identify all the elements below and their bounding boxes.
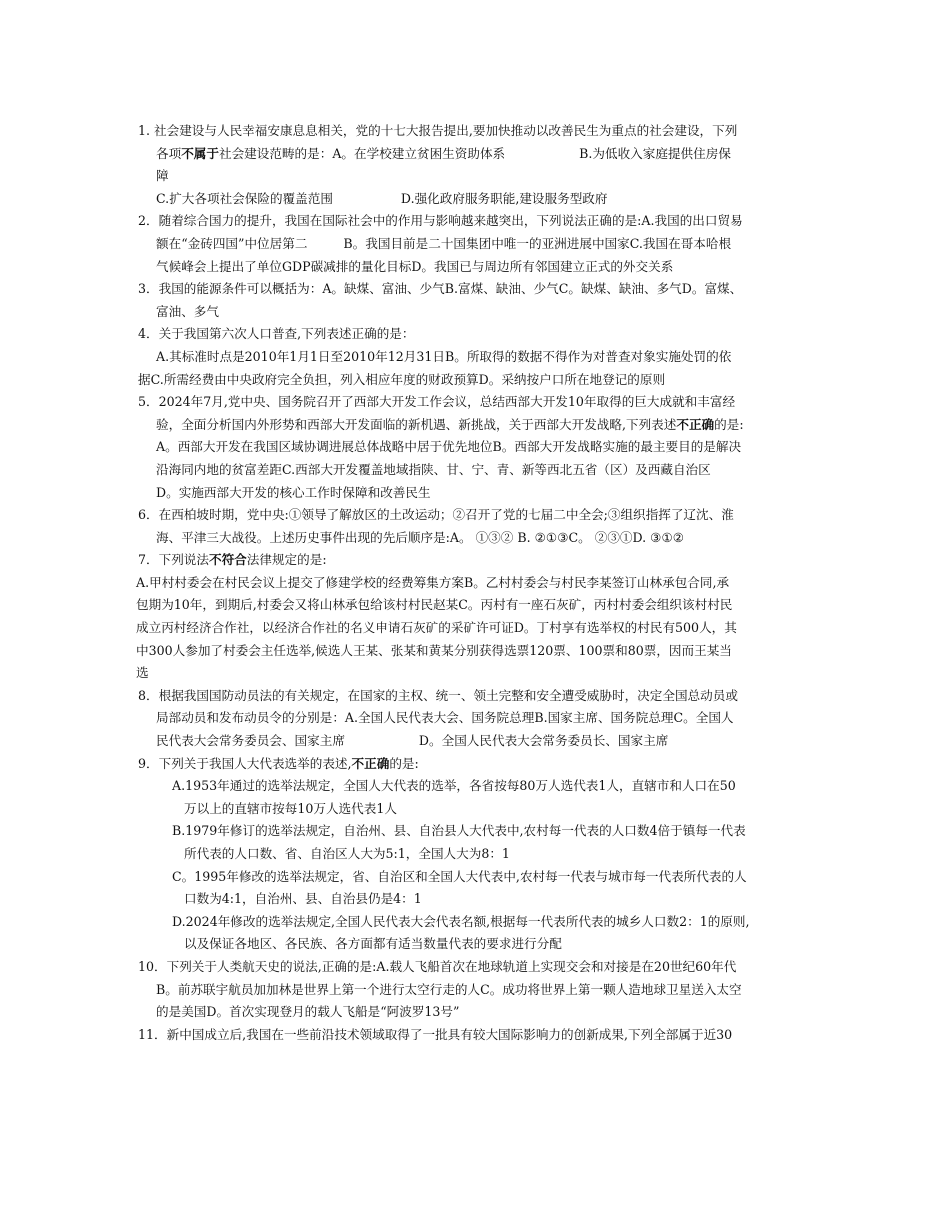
question-text-line: A.其标准时点是2010年1月1日至2010年12月31日B。所取得的数据不得作为对普查对象实施处罚的依	[156, 348, 732, 364]
question-text-line: 包期为10年，到期后,村委会又将山林承包给该村村民赵某C。丙村有一座石灰矿，丙村村委会组织该村村民	[136, 597, 733, 613]
text-segment: 的是:	[389, 755, 419, 771]
question-text-line: A。西部大开发在我国区域协调进展总体战略中居于优先地位B。西部大开发战略实施的最主要目的是解决	[156, 439, 742, 455]
question-text-line: 中300人参加了村委会主任选举,候选人王某、张某和黄某分别获得选票120票、100票和80票，因而王某当	[136, 642, 732, 658]
question-text-line: 气候峰会上提出了单位GDP碳减排的量化目标D。我国已与周边所有邻国建立正式的外交关系	[156, 258, 674, 274]
question-text-line: 沿海同内地的贫富差距C.西部大开发覆盖地域指陕、甘、宁、青、新等西北五省（区）及西藏自治区	[156, 461, 711, 477]
text-segment: 法律规定的是:	[246, 552, 327, 568]
question-text-line	[138, 414, 814, 437]
question-5	[138, 391, 814, 504]
question-2	[138, 210, 814, 278]
question-text-line: 4．关于我国第六次人口普查,下列表述正确的是：	[138, 326, 415, 342]
question-text-line: 10．下列关于人类航天史的说法,正确的是:A.载人飞船首次在地球轨道上实现交会和对接是在20世纪60年代	[138, 958, 737, 974]
question-text-line: A.甲村村委会在村民会议上提交了修建学校的经费筹集方案B。乙村村委会与村民李某签订山林承包合同,承	[136, 574, 730, 590]
text-segment: 各项	[156, 145, 182, 161]
question-1	[138, 120, 814, 210]
option-d: D。全国人民代表大会常务委员长、国家主席	[418, 733, 669, 749]
question-text-line: 富油、多气	[156, 303, 219, 319]
question-7	[138, 549, 814, 685]
emphasis-text: 不正确	[351, 755, 390, 771]
option-d-line: D.2024年修改的选举法规定,全国人民代表大会代表名额,根据每一代表所代表的城乡人口数2：1的原则,	[172, 913, 750, 929]
option-c-line: 口数为4:1，自治州、县、自治县仍是4：1	[184, 891, 422, 907]
question-8	[138, 685, 814, 753]
question-11	[138, 1024, 814, 1047]
option-b-line: 所代表的人口数、省、自治区人大为5:1，全国人大为8：1	[184, 846, 510, 861]
question-10	[138, 956, 814, 1024]
emphasis-text: 不属于	[181, 145, 219, 161]
option-d-line: 以及保证各地区、各民族、各方面都有适当数量代表的要求进行分配	[184, 936, 562, 952]
text-segment: 社会建设范畴的是：A。在学校建立贫困生资助体系	[218, 145, 506, 161]
option-b: B.为低收入家庭提供住房保	[579, 145, 731, 161]
text-segment: B。我国目前是二十国集团中唯一的亚洲进展中国家C.我国在哥本哈根	[343, 235, 732, 251]
question-text-line: 局部动员和发布动员令的分别是：A.全国人民代表大会、国务院总理B.国家主席、国务院总理C。全国人	[156, 710, 734, 726]
question-text-line	[138, 730, 814, 753]
question-text-line	[138, 549, 814, 572]
question-text-line: 11．新中国成立后,我国在一些前沿技术领域取得了一批具有较大国际影响力的创新成果,下列全部属于近30	[138, 1026, 733, 1042]
question-list	[138, 120, 814, 1046]
question-text-line: D。实施西部大开发的核心工作时保障和改善民生	[156, 484, 431, 500]
option-b-line: B.1979年修订的选举法规定，自治州、县、自治县人大代表中,农村每一代表的人口数4倍于镇每一代表	[172, 823, 746, 839]
question-text-line: 选	[136, 665, 149, 681]
text-segment: 7．下列说法	[138, 552, 209, 568]
question-6	[138, 504, 814, 549]
text-segment: 验，全面分析国内外形势和西部大开发面临的新机遇、新挑战，关于西部大开发战略,下列表述	[156, 416, 677, 432]
text-segment: 的是:	[714, 416, 744, 432]
option-d: D.强化政府服务职能,建设服务型政府	[400, 190, 608, 206]
question-9	[138, 753, 814, 956]
emphasis-text: 不符合	[208, 552, 247, 568]
text-segment: 额在“金砖四国”中位居第二	[156, 235, 308, 251]
question-text-line: 3．我国的能源条件可以概括为：A。缺煤、富油、少气B.富煤、缺油、少气C。缺煤、缺油、多气D。富煤、	[138, 281, 743, 297]
option-c-line: C。1995年修改的选举法规定，省、自治区和全国人大代表中,农村每一代表与城市每一代表所代表的人	[172, 868, 747, 884]
option-a-line: 万以上的直辖市按每10万人选代表1人	[184, 800, 397, 816]
question-text-line: 1. 社会建设与人民幸福安康息息相关，党的十七大报告提出,要加快推动以改善民生为重点的社会建设，下列	[138, 123, 738, 138]
text-segment: 9．下列关于我国人大代表选举的表述,	[138, 755, 352, 771]
question-text-line: B。前苏联宇航员加加林是世界上第一个进行太空行走的人C。成功将世界上第一颗人造地球卫星送入太空	[156, 981, 742, 997]
question-text-line: 6．在西柏坡时期，党中央:①领导了解放区的土改运动；②召开了党的七届二中全会;③组织指挥了辽沈、淮	[138, 507, 734, 523]
question-text-line	[138, 143, 814, 166]
text-segment: 民代表大会常务委员会、国家主席	[156, 733, 345, 749]
question-text-line: 5．2024年7月,党中央、国务院召开了西部大开发工作会议，总结西部大开发10年取得的巨大成就和丰富经	[138, 394, 736, 410]
question-text-line	[138, 753, 814, 776]
question-text-line: 的是美国D。首次实现登月的载人飞船是“阿波罗13号”	[156, 1004, 460, 1020]
option-a-line: A.1953年通过的选举法规定，全国人大代表的选举，各省按每80万人选代表1人，直辖市和人口在50	[172, 778, 736, 794]
option-c: C.扩大各项社会保险的覆盖范围	[156, 190, 333, 206]
emphasis-text: 不正确	[676, 416, 715, 432]
question-text-line: 据C.所需经费由中央政府完全负担，列入相应年度的财政预算D。采纳按户口所在地登记的原则	[138, 371, 666, 387]
question-text-line: 障	[156, 168, 169, 184]
question-4	[138, 323, 814, 391]
question-text-line: 8．根据我国国防动员法的有关规定，在国家的主权、统一、领土完整和安全遭受威胁时，决定全国总动员或	[138, 687, 738, 703]
question-text-line: 成立丙村经济合作社，以经济合作社的名义申请石灰矿的采矿许可证D。丁村享有选举权的村民有500人，其	[136, 620, 737, 636]
question-text-line	[138, 188, 814, 211]
question-3	[138, 278, 814, 323]
question-text-line: 2．随着综合国力的提升，我国在国际社会中的作用与影响越来越突出，下列说法正确的是:A.我国的出口贸易	[138, 213, 743, 229]
question-text-line	[138, 233, 814, 256]
question-text-line: 海、平津三大战役。上述历史事件出现的先后顺序是:A。 ①③② B. ②①③C。 ②③①D. ③①②	[156, 529, 685, 545]
